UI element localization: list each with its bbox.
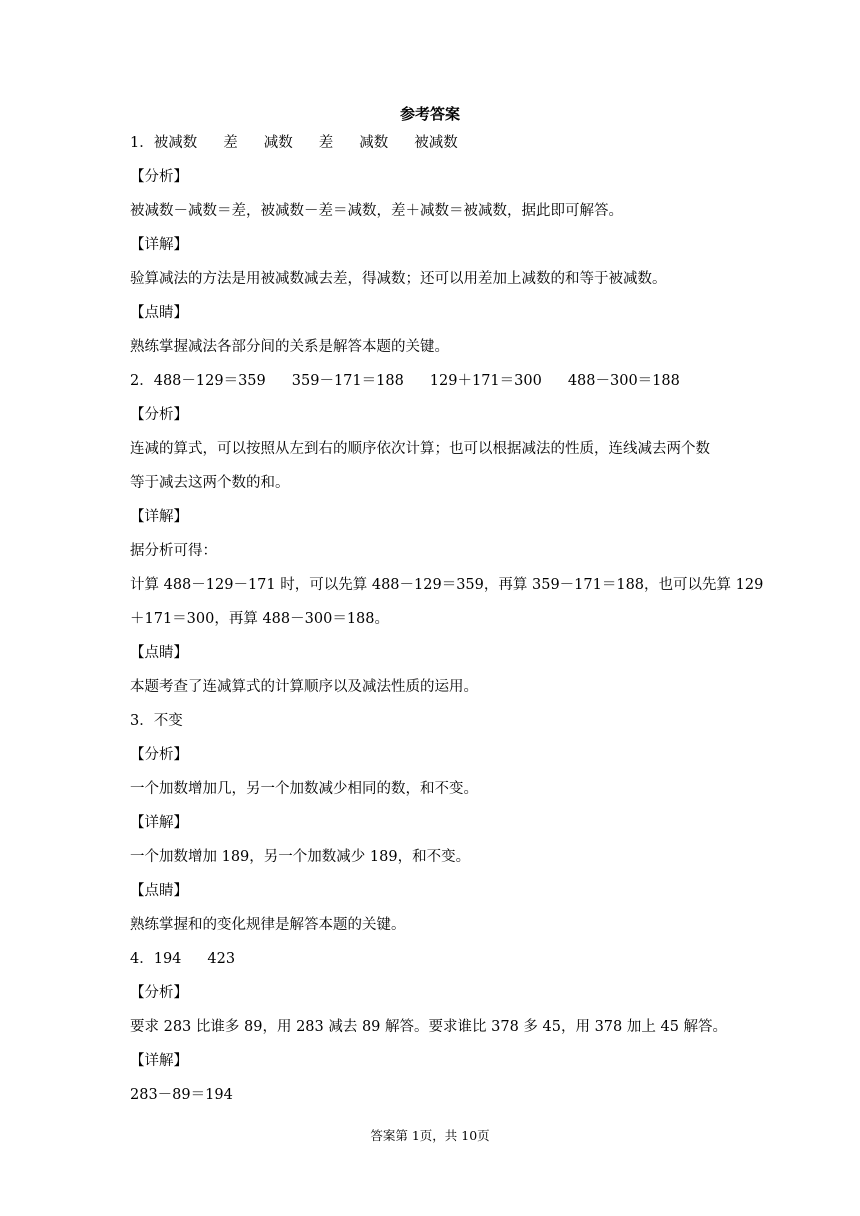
q3-comment-label: 【点睛】: [130, 883, 188, 899]
page-footer: 答案第 1页，共 10页: [370, 1128, 490, 1143]
q4-answer-1: 194: [153, 951, 182, 967]
q2-analysis-text-1: 连减的算式，可以按照从左到右的顺序依次计算；也可以根据减法的性质，连线减去两个数: [130, 441, 710, 457]
q2-answer-line: [130, 370, 742, 392]
q2-comment-text: 本题考查了连减算式的计算顺序以及减法性质的运用。: [130, 679, 478, 695]
q2-answer-3: 129＋171＝300: [429, 373, 542, 389]
q2-answer-2: 359－171＝188: [291, 373, 404, 389]
q3-answer: 不变: [153, 713, 183, 729]
q1-answer-4: 差: [318, 135, 334, 151]
q2-detail-text-2: 计算 488－129－171 时，可以先算 488－129＝359，再算 359－171＝188，也可以先算 129: [130, 577, 764, 593]
q2-answer-4: 488－300＝188: [567, 373, 680, 389]
q3-comment-text: 熟练掌握和的变化规律是解答本题的关键。: [130, 917, 406, 933]
q2-answer-1: 488－129＝359: [153, 373, 266, 389]
q4-analysis-label: 【分析】: [130, 985, 188, 1001]
answer-content: [130, 132, 764, 1118]
q4-detail-label: 【详解】: [130, 1053, 188, 1069]
q4-number: 4．: [130, 951, 154, 967]
q3-answer-line: [130, 710, 742, 732]
q1-answer-5: 减数: [359, 135, 389, 151]
page-title: 参考答案: [399, 105, 460, 123]
q1-answer-1: 被减数: [153, 135, 198, 151]
q2-analysis-text-2: 等于减去这两个数的和。: [130, 475, 290, 491]
q1-answer-2: 差: [223, 135, 238, 151]
q4-detail-text-1: 283－89＝194: [130, 1087, 233, 1103]
q2-detail-text-1: 据分析可得：: [130, 543, 217, 559]
q2-number: 2．: [130, 373, 154, 389]
q4-answer-line: [130, 948, 742, 970]
q1-answer-line: [130, 132, 742, 154]
q1-comment-label: 【点睛】: [130, 305, 188, 321]
q2-comment-label: 【点睛】: [130, 645, 188, 661]
q2-analysis-label: 【分析】: [130, 407, 188, 423]
q1-number: 1．: [130, 135, 154, 151]
q4-analysis-text: 要求 283 比谁多 89，用 283 减去 89 解答。要求谁比 378 多 45，用 378 加上 45 解答。: [130, 1019, 728, 1035]
q1-answer-6: 被减数: [414, 135, 458, 151]
q1-analysis-text: 被减数－减数＝差，被减数－差＝减数，差＋减数＝被减数，据此即可解答。: [130, 203, 623, 219]
q1-comment-text: 熟练掌握减法各部分间的关系是解答本题的关键。: [130, 339, 449, 355]
q3-detail-text: 一个加数增加 189，另一个加数减少 189，和不变。: [130, 849, 471, 865]
q2-detail-label: 【详解】: [130, 509, 188, 525]
q3-number: 3．: [130, 713, 154, 729]
q2-detail-text-3: ＋171＝300，再算 488－300＝188。: [130, 611, 389, 627]
q3-detail-label: 【详解】: [130, 815, 188, 831]
q1-answer-3: 减数: [263, 135, 293, 151]
q1-detail-text: 验算减法的方法是用被减数减去差，得减数；还可以用差加上减数的和等于被减数。: [130, 271, 667, 287]
q3-analysis-text: 一个加数增加几，另一个加数减少相同的数，和不变。: [130, 781, 478, 797]
q4-answer-2: 423: [207, 951, 236, 967]
q3-analysis-label: 【分析】: [130, 747, 188, 763]
q1-analysis-label: 【分析】: [130, 169, 188, 185]
q1-detail-label: 【详解】: [130, 237, 188, 253]
